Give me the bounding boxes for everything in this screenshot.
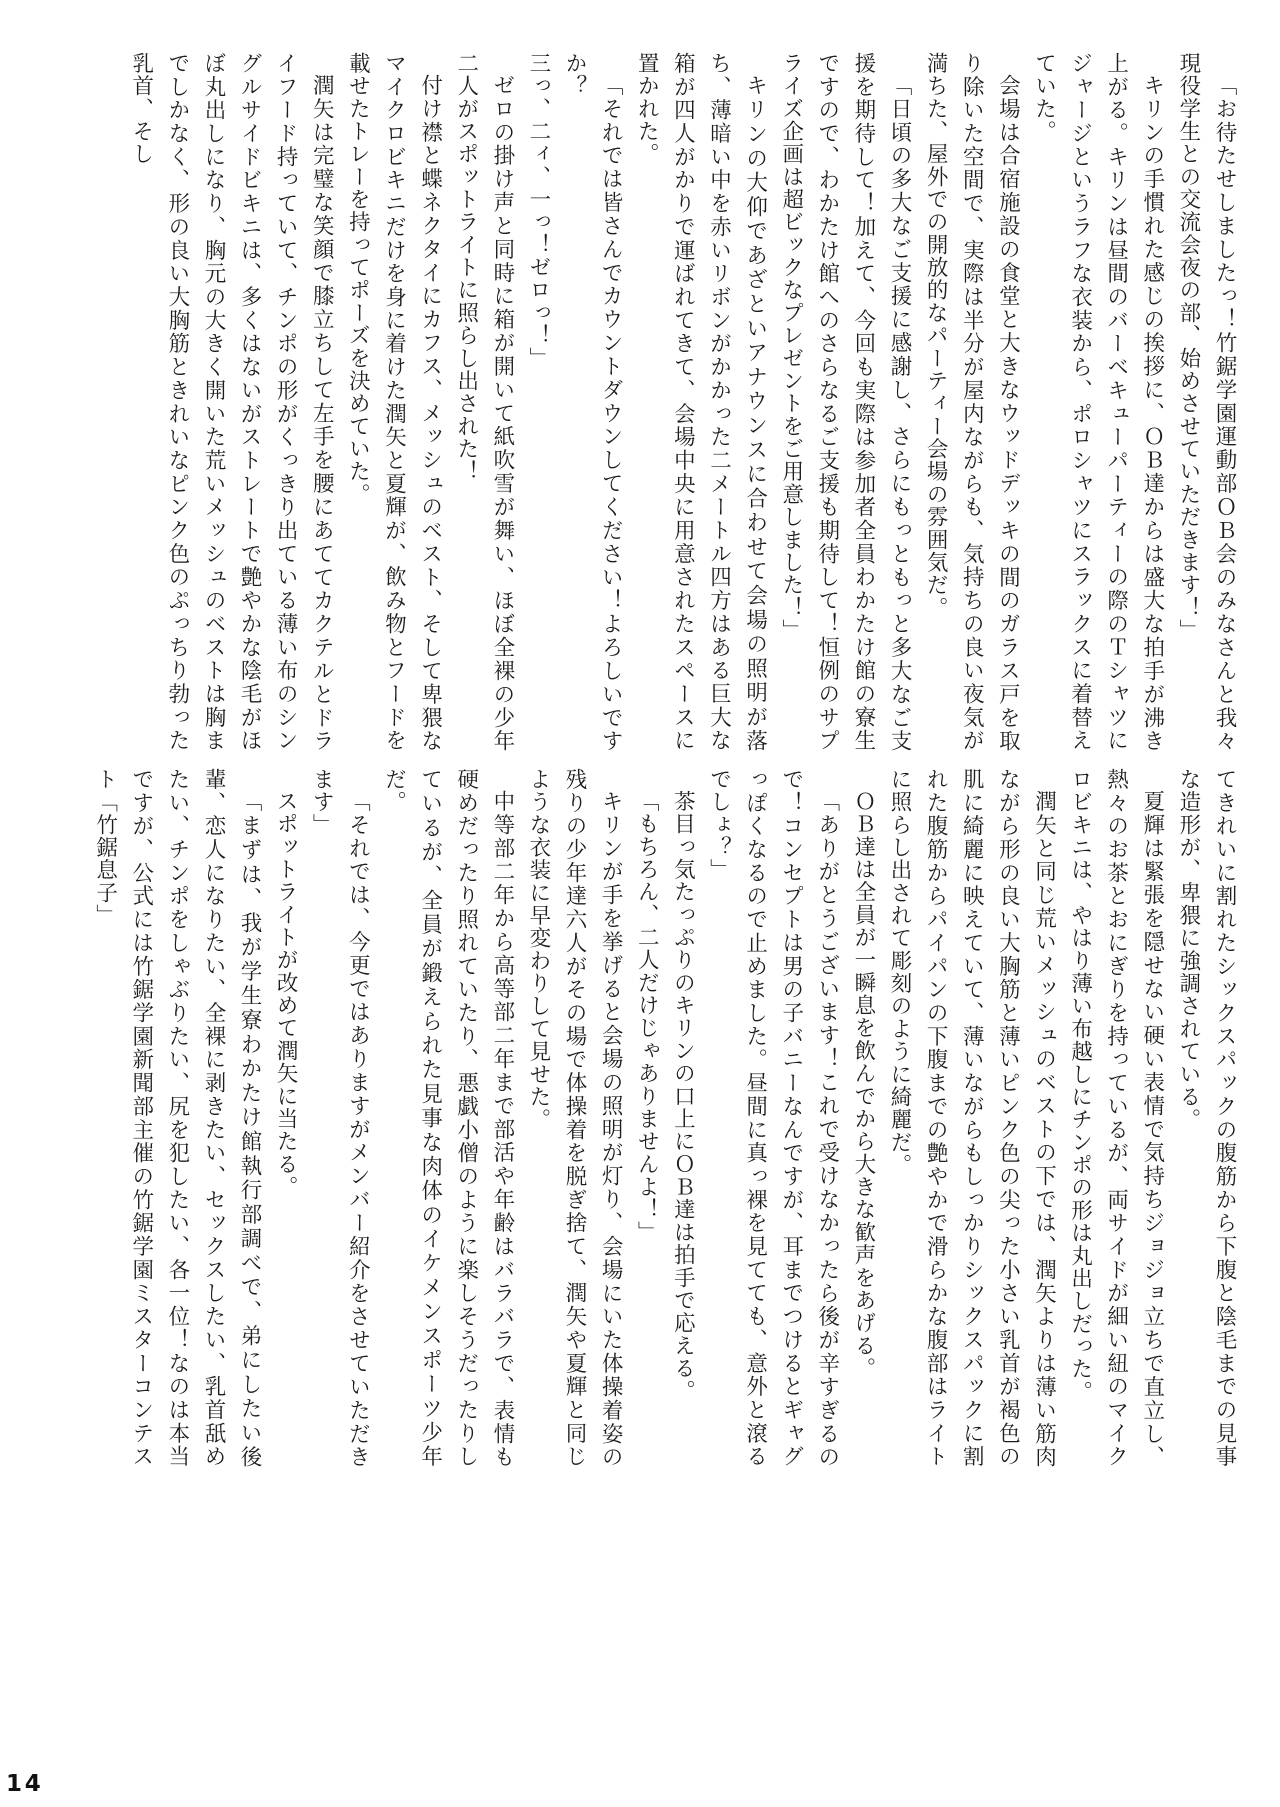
paragraph: キリンの手慣れた感じの挨拶に、ＯＢ達からは盛大な拍手が沸き上がる。キリンは昼間のバーベキューパーティーの際のＴシャツにジャージというラフな衣装から、ポロシャツにスラックスに着替えていた。	[1031, 52, 1165, 752]
paragraph: 「ありがとうございます！これで受けなかったら後が辛すぎるので！コンセプトは男の子バニーなんですが、耳までつけるとギャグっぽくなるので止めました。昼間に真っ裸を見てても、意外と滾るでしょ？」	[706, 768, 840, 1468]
paragraph: ＯＢ達は全員が一瞬息を飲んでから大きな歓声をあげる。	[850, 789, 876, 1380]
paragraph: キリンが手を挙げると会場の照明が灯り、会場にいた体操着姿の残りの少年達六人がその場で体操着を脱ぎ捨て、潤矢や夏輝と同じような衣装に早変わりして見せた。	[525, 768, 624, 1468]
text-block-top	[52, 52, 1242, 752]
paragraph: スポットライトが改めて潤矢に当たる。	[273, 789, 299, 1198]
paragraph: 夏輝は緊張を隠せない硬い表情で気持ちジョジョ立ちで直立し、熱々のお茶とおにぎりを持っているが、両サイドが細い紐のマイクロビキニは、やはり薄い布越しにチンポの形は丸出しだった。	[1067, 768, 1165, 1468]
paragraph: 「まずは、我が学生寮わかたけ館執行部調べで、弟にしたい後輩、恋人になりたい、全裸に剥きたい、セックスしたい、乳首舐めたい、チンポをしゃぶりたい、尻を犯したい、各一位！なのは本当ですが、公式には竹鋸学園新聞部主催の竹鋸学園ミスターコンテスト「竹鋸息子」	[92, 768, 263, 1468]
paragraph: 潤矢と同じ荒いメッシュのベストの下では、潤矢よりは薄い筋肉ながら形の良い大胸筋と薄いピンク色の尖った小さい乳首が褐色の肌に綺麗に映えていて、薄いながらもしっかりシックスパックに割れた腹筋からパイパンの下腹までの艶やかで滑らかな腹部はライトに照らし出されて彫刻のように綺麗だ。	[887, 768, 1057, 1468]
paragraph: 付け襟と蝶ネクタイにカフス、メッシュのベスト、そして卑猥なマイクロビキニだけを身に着けた潤矢と夏輝が、飲み物とフードを載せたトレーを持ってポーズを決めていた。	[345, 52, 443, 752]
paragraph: 茶目っ気たっぷりのキリンの口上にＯＢ達は拍手で応える。	[670, 789, 696, 1402]
paragraph: ゼロの掛け声と同時に箱が開いて紙吹雪が舞い、ほぼ全裸の少年二人がスポットライトに照らし出された！	[453, 52, 515, 752]
paragraph: 三っ、二ィ、一っ！ゼロっ！」	[525, 52, 551, 370]
paragraph: 中等部二年から高等部二年まで部活や年齢はバラバラで、表情も硬めだったり照れていたり、悪戯小僧のように楽しそうだったりしているが、全員が鍛えられた見事な肉体のイケメンスポーツ少年だ。	[381, 768, 515, 1468]
paragraph: てきれいに割れたシックスパックの腹筋から下腹と陰毛までの見事な造形が、卑猥に強調されている。	[1175, 768, 1237, 1468]
paragraph: 「お待たせしましたっ！竹鋸学園運動部ＯＢ会のみなさんと我々現役学生との交流会夜の部、始めさせていただきます！」	[1175, 52, 1237, 752]
paragraph: 「それでは皆さんでカウントダウンしてください！よろしいですか？	[562, 52, 624, 752]
paragraph: 「日頃の多大なご支援に感謝し、さらにもっともっと多大なご支援を期待して！加えて、今回も実際は参加者全員わかたけ館の寮生ですので、わかたけ館へのさらなるご支援も期待して！恒例のサプライズ企画は超ビックなプレゼントをご用意しました！」	[778, 52, 913, 752]
paragraph: 「それでは、今更ではありますがメンバー紹介をさせていただきます」	[309, 768, 371, 1468]
paragraph: 潤矢は完璧な笑顔で膝立ちして左手を腰にあててカクテルとドライフード持っていて、チンポの形がくっきり出ている薄い布のシングルサイドビキニは、多くはないがストレートで艶やかな陰毛がほぼ丸出しになり、胸元の大きく開いた荒いメッシュのベストは胸までしかなく、形の良い大胸筋ときれいなピンク色のぷっちり勃った乳首、そし	[128, 52, 335, 752]
text-block-bottom	[52, 768, 1242, 1468]
paragraph: キリンの大仰であざといアナウンスに合わせて会場の照明が落ち、薄暗い中を赤いリボンがかかった二メートル四方はある巨大な箱が四人がかりで運ばれてきて、会場中央に用意されたスペースに置かれた。	[634, 52, 768, 752]
paragraph: 会場は合宿施設の食堂と大きなウッドデッキの間のガラス戸を取り除いた空間で、実際は半分が屋内ながらも、気持ちの良い夜気が満ちた、屋外での開放的なパーティー会場の雰囲気だ。	[923, 52, 1021, 752]
page-number: 14	[6, 1771, 44, 1797]
paragraph: 「もちろん、二人だけじゃありませんよ！」	[634, 789, 660, 1244]
